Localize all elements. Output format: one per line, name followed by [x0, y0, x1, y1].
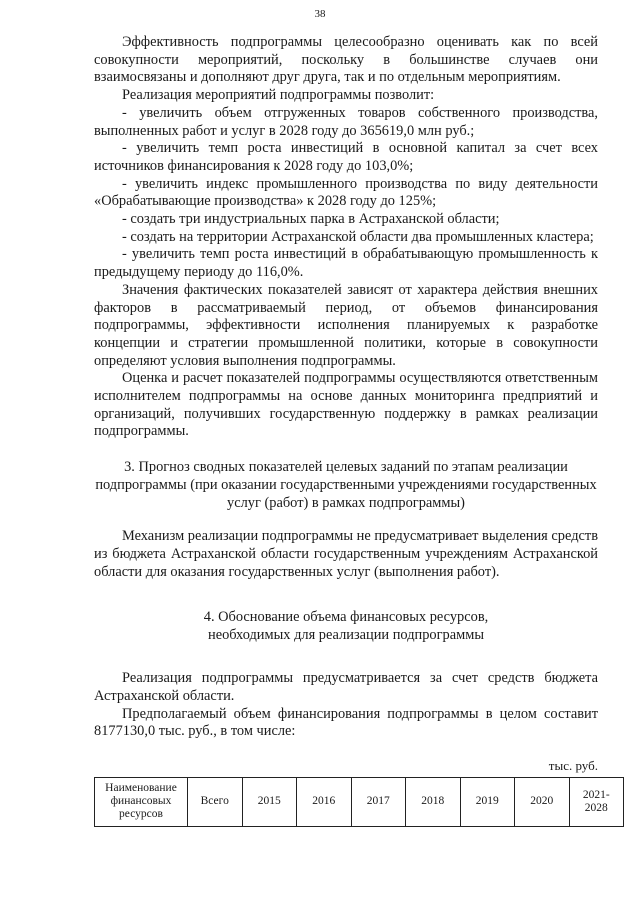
list-item: - увеличить индекс промышленного производства по виду деятельности «Обрабатывающие производства» к 2028 году до 125%; — [94, 175, 598, 210]
financing-table — [94, 777, 624, 827]
table-header-cell: 2018 — [406, 777, 461, 826]
table-header-cell: 2021-2028 — [569, 777, 624, 826]
paragraph: Реализация мероприятий подпрограммы позволит: — [122, 87, 435, 104]
table-header-cell: 2015 — [242, 777, 297, 826]
section-4-text: Реализация подпрограммы предусматривается за счет средств бюджета Астраханской области. — [94, 670, 598, 704]
section-3-text: Механизм реализации подпрограммы не предусматривает выделения средств из бюджета Астраханской области государственным учреждениям Астраханской области для оказания государственных услуг (выполнения работ). — [94, 528, 598, 580]
table-header-cell: Всего — [188, 777, 243, 826]
table-header-cell: 2019 — [460, 777, 515, 826]
section-4-text: Предполагаемый объем финансирования подпрограммы в целом составит 8177130,0 тыс. руб., в том числе: — [94, 705, 598, 740]
list-item: - увеличить объем отгруженных товаров собственного производства, выполненных работ и услуг в 2028 году до 365619,0 млн руб.; — [94, 104, 598, 139]
paragraph: Оценка и расчет показателей подпрограммы осуществляются ответственным исполнителем подпрограммы на основе данных мониторинга предприятий и организаций, получивших государственную поддержку в рамках реализации подпрограммы. — [94, 370, 598, 440]
table-header-cell: 2020 — [515, 777, 570, 826]
list-item: - создать три индустриальных парка в Астраханской области; — [122, 211, 500, 228]
list-item: - увеличить темп роста инвестиций в основной капитал за счет всех источников финансирования к 2028 году до 103,0%; — [94, 140, 598, 174]
table-units: тыс. руб. — [548, 758, 598, 774]
paragraph: Эффективность подпрограммы целесообразно оценивать как по всей совокупности мероприятий, поскольку в большинстве случаев они взаимосвязаны и дополняют друг друга, так и по отдельным мероприятиям. — [94, 34, 598, 86]
section-3-heading: 3. Прогноз сводных показателей целевых заданий по этапам реализации подпрограммы (при оказании государственными учреждениями государственных услуг (работ) в рамках подпрограммы) — [95, 459, 597, 512]
section-4-heading-line: 4. Обоснование объема финансовых ресурсов, — [203, 609, 489, 626]
section-4-heading-line: необходимых для реализации подпрограммы — [208, 627, 484, 644]
table-header-cell: 2016 — [297, 777, 352, 826]
section-4-heading — [94, 608, 598, 644]
list-item: - создать на территории Астраханской области два промышленных кластера; — [122, 228, 594, 245]
list-item: - увеличить темп роста инвестиций в обрабатывающую промышленность к предыдущему периоду до 116,0%. — [94, 246, 598, 281]
table-header-cell: 2017 — [351, 777, 406, 826]
table-header-cell: Наименование финансовых ресурсов — [95, 777, 188, 826]
table-header-row — [95, 777, 624, 826]
paragraph: Значения фактических показателей зависят от характера действия внешних факторов в рассматриваемый период, от объемов финансирования подпрограммы, эффективности исполнения планируемых к разработке концепции и стратегии промышленной политики, которые в совокупности определяют условия выполнения подпрограммы. — [94, 281, 598, 369]
page-number: 38 — [314, 8, 326, 20]
document-body — [94, 34, 610, 827]
